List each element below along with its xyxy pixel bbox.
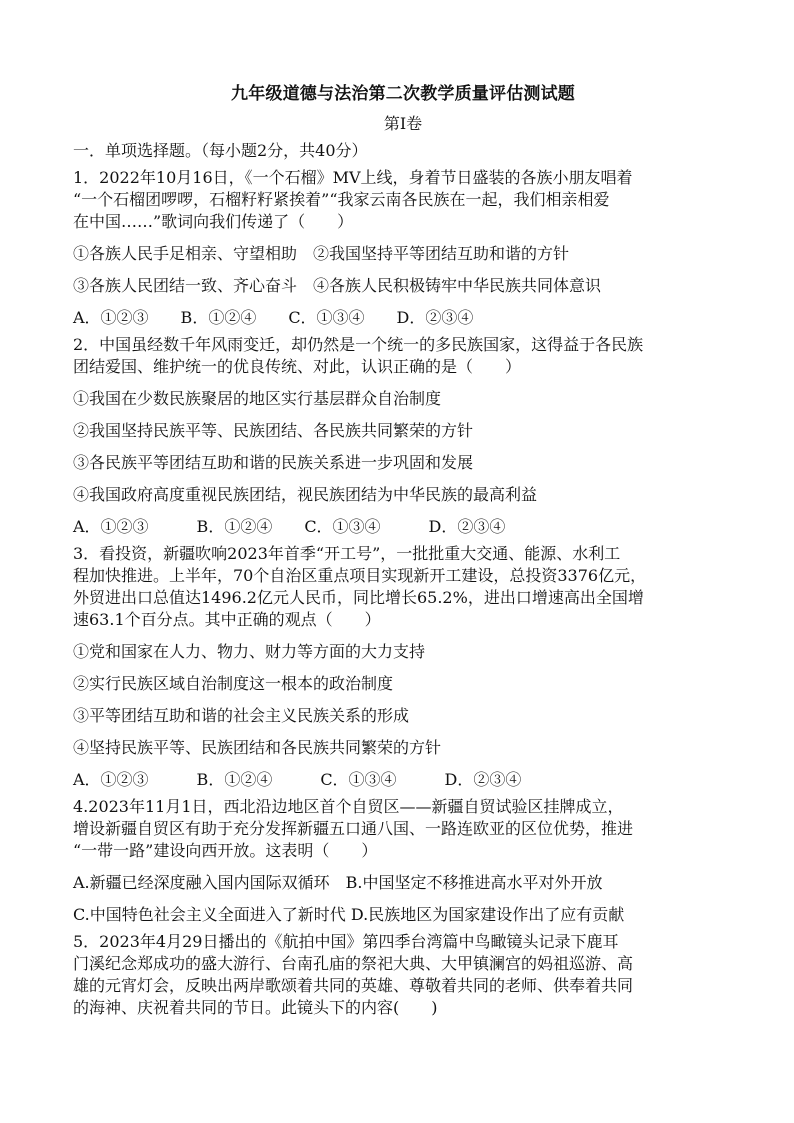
stem-line: 3．看投资，新疆吹响2023年首季“开工号”，一批批重大交通、能源、水利工 [73, 544, 621, 563]
option-line: ③各族人民团结一致、齐心奋斗 ④各族人民积极铸牢中华民族共同体意识 [73, 276, 602, 295]
option-line: ②实行民族区域自治制度这一根本的政治制度 [73, 674, 394, 693]
question-4 [73, 796, 733, 926]
question-stem [73, 334, 733, 378]
option-line: C.中国特色社会主义全面进入了新时代 D.民族地区为国家建设作出了应有贡献 [73, 905, 625, 924]
section-heading: 一．单项选择题。（每小题2分，共40分） [73, 141, 368, 160]
exam-title: 九年级道德与法治第二次教学质量评估测试题 [231, 84, 575, 104]
question-stem [73, 167, 733, 233]
stem-line: “一个石榴团啰啰，石榴籽籽紧挨着”“我家云南各民族在一起，我们相亲相爱 [73, 190, 610, 209]
stem-line: 门溪纪念郑成功的盛大游行、台南孔庙的祭祀大典、大甲镇澜宫的妈祖巡游、高 [73, 954, 634, 973]
option-line: ①各族人民手足相亲、守望相助 ②我国坚持平等团结互助和谐的方针 [73, 244, 570, 263]
option-line: A.新疆已经深度融入国内国际双循环 B.中国坚定不移推进高水平对外开放 [73, 873, 603, 892]
option-line: ②我国坚持民族平等、民族团结、各民族共同繁荣的方针 [73, 421, 474, 440]
question-5 [73, 931, 733, 1019]
option-line: ④坚持民族平等、民族团结和各民族共同繁荣的方针 [73, 738, 442, 757]
stem-line: 的海神、庆祝着共同的节日。此镜头下的内容( ) [73, 998, 438, 1017]
answer-choices: A．①②③ B．①②④ C．①③④ D．②③④ [73, 770, 522, 789]
answer-choices: A．①②③ B．①②④ C．①③④ D．②③④ [73, 517, 506, 536]
stem-line: 程加快推进。上半年，70个自治区重点项目实现新开工建设，总投资3376亿元， [73, 566, 647, 585]
stem-line: 4.2023年11月1日，西北沿边地区首个自贸区——新疆自贸试验区挂牌成立， [73, 797, 624, 816]
question-list [73, 167, 733, 1019]
stem-line: 1．2022年10月16日，《一个石榴》MV上线，身着节日盛装的各族小朋友唱着 [73, 168, 633, 187]
question-1 [73, 167, 733, 329]
stem-line: 团结爱国、维护统一的优良传统、对此，认识正确的是（ ） [73, 357, 522, 376]
question-2 [73, 334, 733, 538]
option-line: ①我国在少数民族聚居的地区实行基层群众自治制度 [73, 389, 442, 408]
stem-line: 雄的元宵灯会，反映出两岸歌颂着共同的英雄、尊敬着共同的老师、供奉着共同 [73, 976, 634, 995]
answer-choices: A．①②③ B．①②④ C．①③④ D．②③④ [73, 308, 474, 327]
stem-line: 在中国……”歌词向我们传递了（ ） [73, 212, 354, 231]
question-stem [73, 796, 733, 862]
stem-line: “一带一路”建设向西开放。这表明（ ） [73, 841, 378, 860]
stem-line: 速63.1个百分点。其中正确的观点（ ） [73, 610, 381, 629]
question-3 [73, 543, 733, 791]
exam-page [73, 78, 733, 1019]
stem-line: 5．2023年4月29日播出的《航拍中国》第四季台湾篇中鸟瞰镜头记录下鹿耳 [73, 932, 619, 951]
stem-line: 增设新疆自贸区有助于充分发挥新疆五口通八国、一路连欧亚的区位优势，推进 [73, 819, 634, 838]
option-line: ③各民族平等团结互助和谐的民族关系进一步巩固和发展 [73, 453, 474, 472]
option-line: ③平等团结互助和谐的社会主义民族关系的形成 [73, 706, 410, 725]
question-stem [73, 543, 733, 631]
stem-line: 2．中国虽经数千年风雨变迁，却仍然是一个统一的多民族国家，这得益于各民族 [73, 335, 644, 354]
volume-label: 第Ⅰ卷 [383, 114, 423, 133]
question-stem [73, 931, 733, 1019]
option-line: ④我国政府高度重视民族团结，视民族团结为中华民族的最高利益 [73, 485, 538, 504]
option-line: ①党和国家在人力、物力、财力等方面的大力支持 [73, 642, 426, 661]
stem-line: 外贸进出口总值达1496.2亿元人民币，同比增长65.2%，进出口增速高出全国增 [73, 588, 644, 607]
